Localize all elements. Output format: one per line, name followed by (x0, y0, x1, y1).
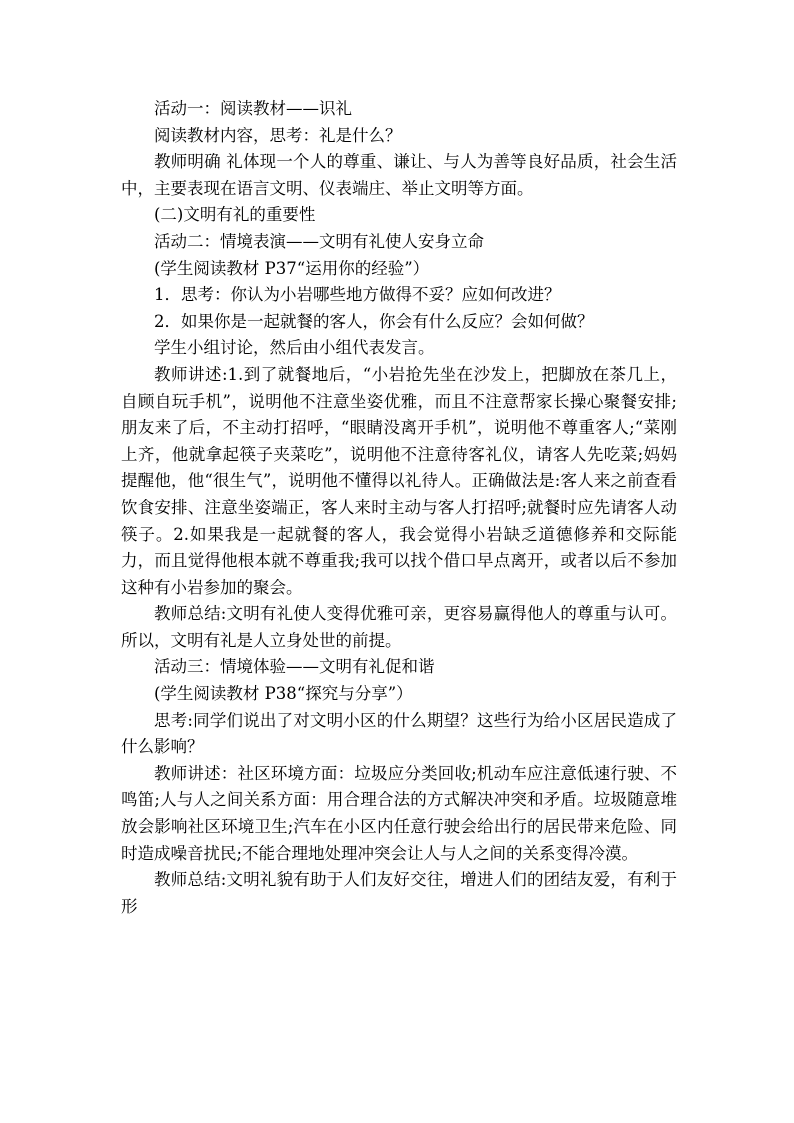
section-heading-importance: (二)文明有礼的重要性 (154, 205, 316, 225)
document-body (121, 96, 677, 920)
paragraph-community-question: 思考:同学们说出了对文明小区的什么期望？这些行为给小区居民造成了什么影响？ (121, 710, 677, 757)
paragraph-teacher-summary-two: 教师总结:文明礼貌有助于人们友好交往，增进人们的团结友爱，有利于形 (121, 870, 677, 916)
paragraph-activity-two-heading: 活动二：情境表演——文明有礼使人安身立命 (154, 231, 484, 251)
paragraph-teacher-narration-one: 教师讲述:1.到了就餐地后，“小岩抢先坐在沙发上，把脚放在茶几上，自顾自玩手机”，说明他不注意坐姿优雅，而且不注意帮家长操心聚餐安排;朋友来了后，不主动打招呼，“眼睛没离开手机”，说明他不尊重客人;“菜刚上齐，他就拿起筷子夹菜吃”，说明他不注意待客礼仪，请客人先吃菜;妈妈提醒他，他“很生气”，说明他不懂得以礼待人。正确做法是:客人来之前查看饮食安排、注意坐姿端正，客人来时主动与客人打招呼;就餐时应先请客人动筷子。2.如果我是一起就餐的客人，我会觉得小岩缺乏道德修养和交际能力，而且觉得他根本就不尊重我;我可以找个借口早点离开，或者以后不参加这种有小岩参加的聚会。 (121, 364, 677, 597)
paragraph-teacher-summary-one: 教师总结:文明有礼使人变得优雅可亲，更容易赢得他人的尊重与认可。所以，文明有礼是人立身处世的前提。 (121, 604, 677, 650)
paragraph-teacher-narration-two: 教师讲述：社区环境方面：垃圾应分类回收;机动车应注意低速行驶、不鸣笛;人与人之间关系方面：用合理合法的方式解决冲突和矛盾。垃圾随意堆放会影响社区环境卫生;汽车在小区内任意行驶会给出行的居民带来危险、同时造成噪音扰民;不能合理地处理冲突会让人与人之间的关系变得冷漠。 (121, 763, 677, 863)
paragraph-question-one: 1．思考：你认为小岩哪些地方做得不妥？应如何改进？ (154, 285, 561, 305)
paragraph-activity-three-heading: 活动三：情境体验——文明有礼促和谐 (154, 657, 435, 677)
paragraph-reading-question: 阅读教材内容，思考：礼是什么？ (154, 125, 402, 145)
paragraph-group-discussion: 学生小组讨论，然后由小组代表发言。 (154, 338, 435, 358)
paragraph-teacher-clarifies: 教师明确 礼体现一个人的尊重、谦让、与人为善等良好品质，社会生活中，主要表现在语言文明、仪表端庄、举止文明等方面。 (121, 152, 677, 198)
paragraph-reading-p37: (学生阅读教材 P37“运用你的经验”） (154, 258, 430, 278)
paragraph-activity-one-heading: 活动一：阅读教材——识礼 (154, 99, 352, 118)
paragraph-question-two: 2．如果你是一起就餐的客人，你会有什么反应？会如何做？ (154, 311, 594, 331)
paragraph-reading-p38: (学生阅读教材 P38“探究与分享”） (154, 684, 413, 704)
